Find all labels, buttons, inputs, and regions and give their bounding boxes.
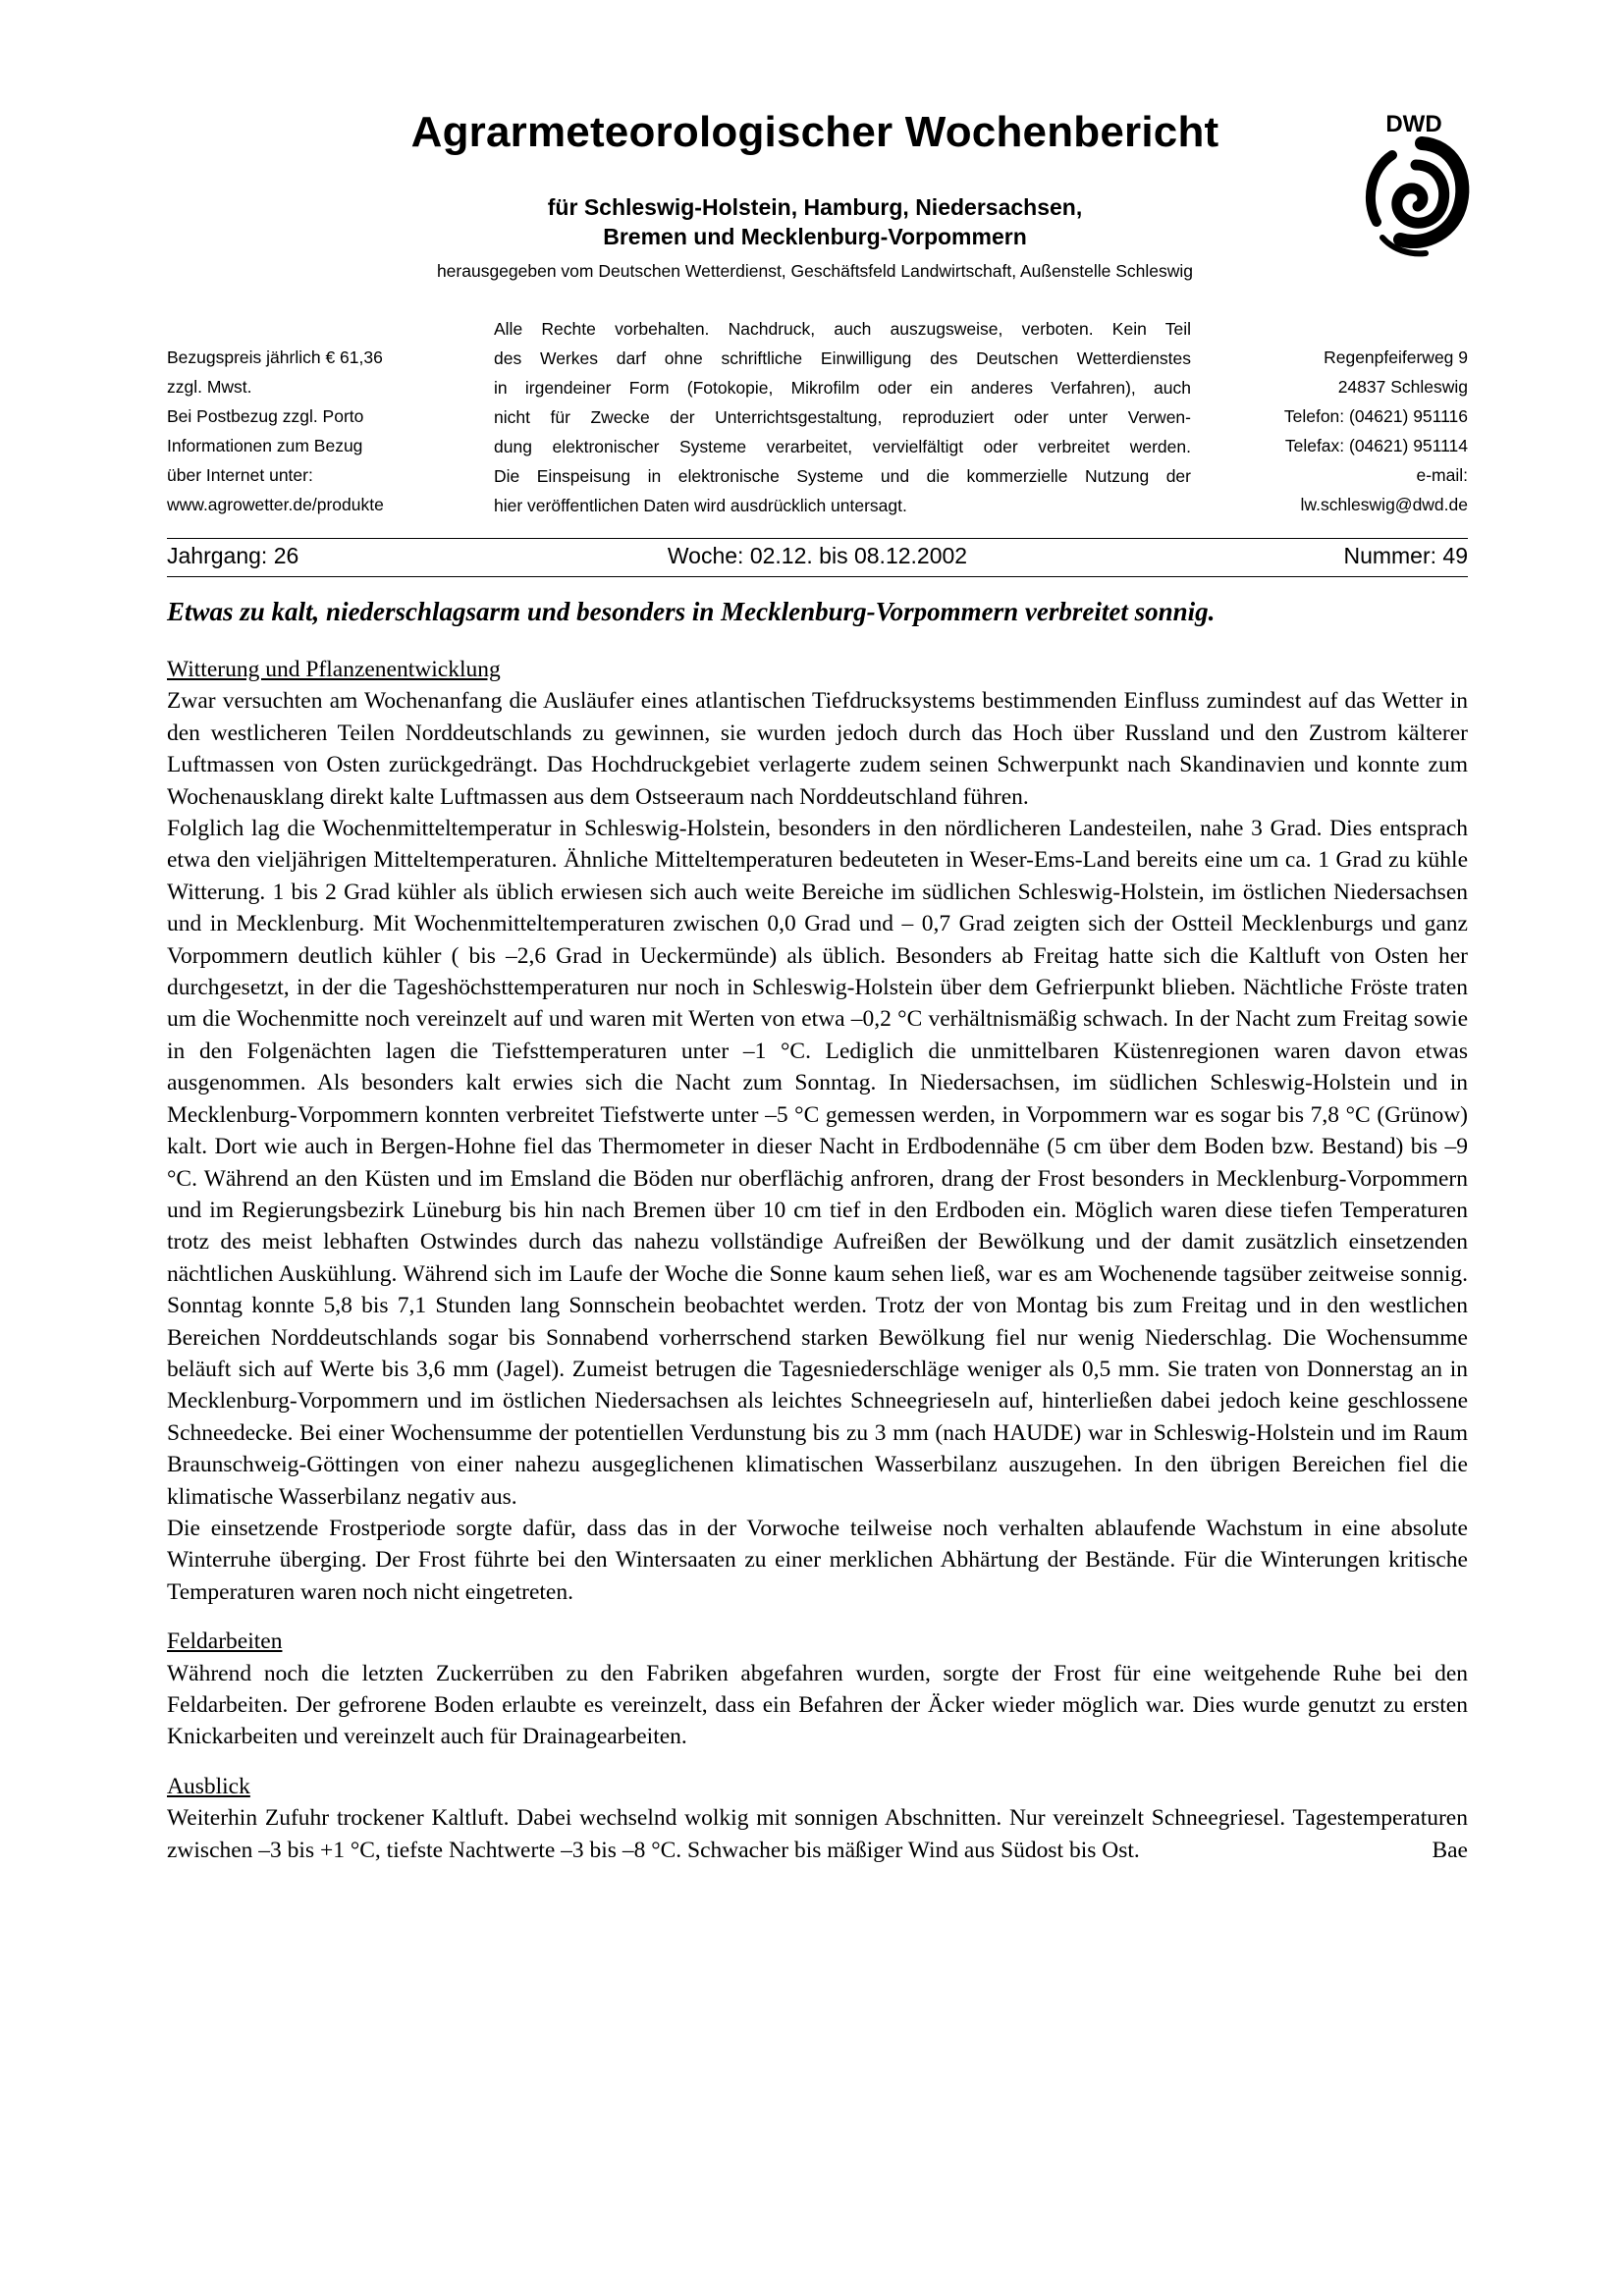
- rights-line: des Werkes darf ohne schriftliche Einwilligung des Deutschen Wetterdienstes: [494, 348, 1191, 368]
- report-subtitle: [295, 192, 1335, 251]
- outlook-block: [167, 1802, 1468, 1866]
- subscription-line: Bei Postbezug zzgl. Porto: [167, 406, 364, 426]
- author-signature: Bae: [1432, 1837, 1468, 1863]
- subscription-line: Bezugspreis jährlich € 61,36: [167, 347, 383, 367]
- report-body: [167, 654, 1468, 1866]
- rights-line: nicht für Zwecke der Unterrichtsgestaltung, reproduziert oder unter Verwen-: [494, 407, 1191, 427]
- contact-street: Regenpfeiferweg 9: [1324, 347, 1468, 367]
- dwd-logo-text: DWD: [1385, 111, 1442, 137]
- subscription-url[interactable]: www.agrowetter.de/produkte: [167, 495, 384, 514]
- subscription-line: zzgl. Mwst.: [167, 377, 252, 397]
- contact-city: 24837 Schleswig: [1337, 377, 1468, 397]
- headline: Etwas zu kalt, niederschlagsarm und besonders in Mecklenburg-Vorpommern verbreitet sonnig.: [167, 597, 1216, 626]
- weather-paragraph: Folglich lag die Wochenmitteltemperatur in Schleswig-Holstein, besonders in den nördlicheren Landesteilen, nahe 3 Grad. Dies entsprach etwa den vieljährigen Mitteltemperaturen. Ähnliche Mitteltemperaturen bedeuteten in Weser-Ems-Land bereits eine um ca. 1 Grad zu kühle Witterung. 1 bis 2 Grad kühler als üblich erwiesen sich auch weite Bereiche im südlichen Schleswig-Holstein, im östlichen Niedersachsen und in Mecklenburg. Mit Wochenmitteltemperaturen zwischen 0,0 Grad und – 0,7 Grad zeigten sich der Ostteil Mecklenburgs und ganz Vorpommern deutlich kühler ( bis –2,6 Grad in Ueckermünde) als üblich. Besonders ab Freitag hatte sich die Kaltluft von Osten her durchgesetzt, in der die Tageshöchsttemperaturen nur noch in Schleswig-Holstein über dem Gefrierpunkt blieben. Nächtliche Fröste traten um die Wochenmitte noch vereinzelt auf und waren mit Werten von etwa –0,2 °C verhältnismäßig schwach. In der Nacht zum Freitag sowie in den Folgenächten lagen die Tiefsttemperaturen unter –1 °C. Lediglich die unmittelbaren Küstenregionen waren davon etwas ausgenommen. Als besonders kalt erwies sich die Nacht zum Sonntag. In Niedersachsen, im südlichen Schleswig-Holstein und in Mecklenburg-Vorpommern konnten verbreitet Tiefstwerte unter –5 °C gemessen werden, in Vorpommern war es sogar bis 7,8 °C (Grünow) kalt. Dort wie auch in Bergen-Hohne fiel das Thermometer in dieser Nacht in Erdbodennähe (5 cm über dem Boden bzw. Bestand) bis –9 °C. Während an den Küsten und im Emsland die Böden nur oberflächig anfroren, drang der Frost besonders in Mecklenburg-Vorpommern und im Regierungsbezirk Lüneburg bis hin nach Bremen über 10 cm tief in den Erdboden ein. Möglich waren diese tiefen Temperaturen trotz des meist lebhaften Ostwindes durch das nahezu vollständige Aufreißen der Bewölkung und der damit zusätzlich einsetzenden nächtlichen Auskühlung. Während sich im Laufe der Woche die Sonne kaum sehen ließ, war es am Wochenende tagsüber zeitweise sonnig. Sonntag konnte 5,8 bis 7,1 Stunden lang Sonnschein beobachtet werden. Trotz der von Montag bis zum Freitag und in den westlichen Bereichen Norddeutschlands sogar bis Sonnabend vorherrschend starken Bewölkung fiel nur wenig Niederschlag. Die Wochensumme beläuft sich auf Werte bis 3,6 mm (Jagel). Zumeist betrugen die Tagesniederschläge weniger als 0,5 mm. Sie traten von Donnerstag an in Mecklenburg-Vorpommern und im östlichen Niedersachsen als leichtes Schneegrieseln auf, hinterließen dabei jedoch keine geschlossene Schneedecke. Bei einer Wochensumme der potentiellen Verdunstung bis zu 3 mm (nach HAUDE) war in Schleswig-Holstein und im Raum Braunschweig-Göttingen von einer nahezu ausgeglichenen klimatischen Wasserbilanz auszugehen. In den übrigen Bereichen fiel die klimatische Wasserbilanz negativ aus.: [167, 816, 1468, 1510]
- issue-rule-bottom: [167, 576, 1468, 577]
- issue-bar: [167, 538, 1468, 577]
- outlook-paragraph: Weiterhin Zufuhr trockener Kaltluft. Dabei wechselnd wolkig mit sonnigen Abschnitten. Nur vereinzelt Schneegriesel. Tagestemperaturen zwischen –3 bis +1 °C, tiefste Nachtwerte –3 bis –8 °C. Schwacher bis mäßiger Wind aus Südost bis Ost.: [167, 1805, 1468, 1863]
- contact-email-label: e-mail:: [1416, 465, 1468, 485]
- section-heading-field-work: Feldarbeiten: [167, 1629, 283, 1655]
- contact-email[interactable]: lw.schleswig@dwd.de: [1300, 495, 1468, 514]
- rights-line: hier veröffentlichen Daten wird ausdrücklich untersagt.: [494, 496, 907, 515]
- rights-line: Die Einspeisung in elektronische Systeme und die kommerzielle Nutzung der: [494, 466, 1191, 486]
- section-heading-outlook: Ausblick: [167, 1773, 250, 1799]
- publisher-line: herausgegeben vom Deutschen Wetterdienst, Geschäftsfeld Landwirtschaft, Außenstelle Schleswig: [436, 261, 1194, 281]
- weather-paragraph: Zwar versuchten am Wochenanfang die Ausläufer eines atlantischen Tiefdrucksystems bestimmenden Einfluss zumindest auf das Wetter in den westlicheren Teilen Norddeutschlands zu gewinnen, sie wurden jedoch durch das Hoch über Russland und den Zustrom kälterer Luftmassen von Osten zurückgedrängt. Das Hochdruckgebiet verlagerte zudem seinen Schwerpunkt nach Skandinavien und konnte zum Wochenausklang direkt kalte Luftmassen aus dem Ostseeraum nach Norddeutschland führen.: [167, 688, 1468, 810]
- subtitle-line-2: Bremen und Mecklenburg-Vorpommern: [603, 224, 1027, 249]
- contact-fax: Telefax: (04621) 951114: [1284, 436, 1468, 455]
- subscription-line: über Internet unter:: [167, 465, 313, 485]
- contact-info: [1208, 343, 1468, 519]
- subtitle-line-1: für Schleswig-Holstein, Hamburg, Niedersachsen,: [547, 194, 1083, 220]
- section-heading-weather: Witterung und Pflanzenentwicklung: [167, 657, 501, 682]
- rights-line: in irgendeiner Form (Fotokopie, Mikrofilm oder ein anderes Verfahren), auch: [494, 378, 1191, 398]
- report-title: Agrarmeteorologischer Wochenbericht: [410, 108, 1219, 156]
- issue-rule-top: [167, 538, 1468, 539]
- issue-number: Nummer: 49: [1343, 543, 1468, 568]
- rights-line: Alle Rechte vorbehalten. Nachdruck, auch auszugsweise, verboten. Kein Teil: [494, 319, 1191, 339]
- issue-volume: Jahrgang: 26: [167, 543, 299, 568]
- weather-paragraph: Die einsetzende Frostperiode sorgte dafür, dass das in der Vorwoche teilweise noch verhalten ablaufende Wachstum in eine absolute Winterruhe überging. Der Frost führte bei den Wintersaaten zu einer merklichen Abhärtung der Bestände. Für die Winterungen kritische Temperaturen waren noch nicht eingetreten.: [167, 1515, 1468, 1605]
- rights-line: dung elektronischer Systeme verarbeitet, vervielfältigt oder verbreitet werden.: [494, 437, 1191, 456]
- rights-notice: [494, 314, 1191, 520]
- issue-week: Woche: 02.12. bis 08.12.2002: [667, 543, 968, 568]
- field-work-paragraph: Während noch die letzten Zuckerrüben zu den Fabriken abgefahren wurden, sorgte der Frost für eine weitgehende Ruhe bei den Feldarbeiten. Der gefrorene Boden erlaubte es vereinzelt, dass ein Befahren der Äcker wieder möglich war. Dies wurde genutzt zu ersten Knickarbeiten und vereinzelt auch für Drainagearbeiten.: [167, 1660, 1468, 1750]
- dwd-logo: [1355, 110, 1473, 267]
- subscription-line: Informationen zum Bezug: [167, 436, 363, 455]
- subscription-info: [167, 343, 461, 519]
- contact-phone: Telefon: (04621) 951116: [1283, 406, 1468, 426]
